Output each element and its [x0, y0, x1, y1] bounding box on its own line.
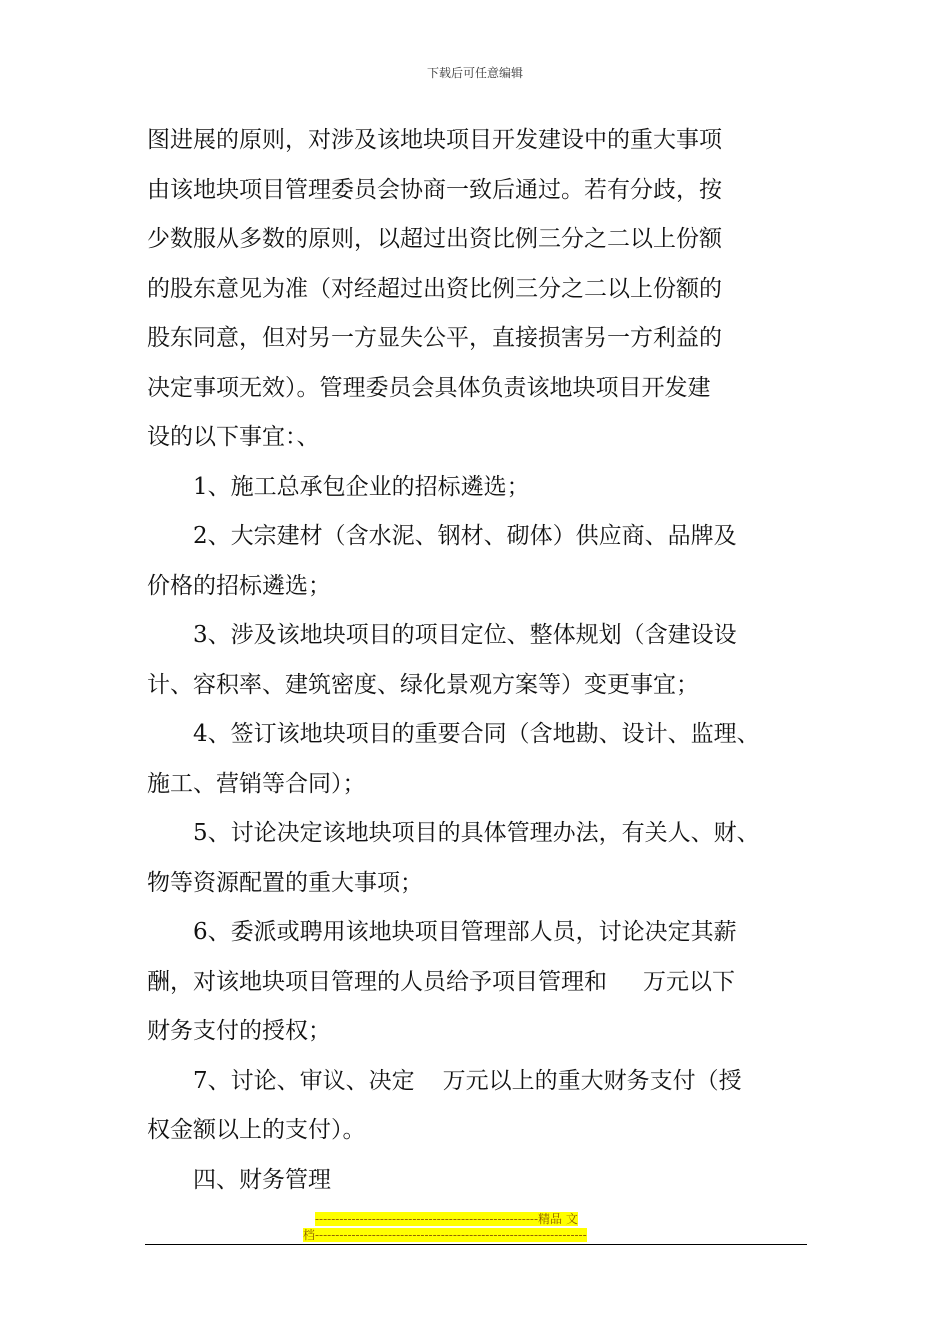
document-body	[147, 116, 817, 1205]
footer-banner-line-1: -------------------------------------------------------精品 文	[315, 1212, 578, 1226]
list-item-2-continuation: 价格的招标遴选；	[147, 572, 331, 599]
list-item-4-continuation: 施工、营销等合同）；	[147, 770, 366, 797]
list-item-7-text-a: 7、讨论、审议、决定	[193, 1067, 415, 1094]
paragraph-line: 股东同意，但对另一方显失公平，直接损害另一方利益的	[147, 325, 722, 351]
list-item-6-continuation-2: 财务支付的授权；	[147, 1018, 331, 1044]
list-item-6-continuation	[147, 958, 817, 1008]
page-header-note: 下载后可任意编辑	[426, 66, 523, 80]
list-item-6: 6、委派或聘用该地块项目管理部人员，讨论决定其薪	[193, 919, 737, 945]
list-item-1: 1、施工总承包企业的招标遴选；	[193, 473, 530, 500]
list-item-3: 3、涉及该地块项目的项目定位、整体规划（含建设设	[193, 622, 737, 648]
paragraph-line: 少数服从多数的原则，以超过出资比例三分之二以上份额	[147, 226, 722, 252]
footer-banner	[303, 1211, 648, 1243]
list-item-3-continuation: 计、容积率、建筑密度、绿化景观方案等）变更事宜；	[147, 671, 699, 698]
list-item-4: 4、签订该地块项目的重要合同（含地勘、设计、监理、	[193, 721, 760, 747]
footer-banner-line-2: 档-------------------------------------------------------------------	[303, 1228, 587, 1242]
list-item-7-continuation: 权金额以上的支付）。	[147, 1117, 366, 1143]
list-item-7-text-b: 万元以上的重大财务支付（授	[442, 1067, 742, 1094]
list-item-5: 5、讨论决定该地块项目的具体管理办法，有关人、财、	[193, 820, 760, 846]
list-item-6-text-b: 万元以下	[643, 968, 735, 995]
paragraph-line: 由该地块项目管理委员会协商一致后通过。若有分歧，按	[147, 176, 722, 203]
list-item-7	[147, 1057, 817, 1107]
section-heading: 四、财务管理	[193, 1166, 331, 1193]
list-item-2: 2、大宗建材（含水泥、钢材、砌体）供应商、品牌及	[193, 523, 737, 549]
list-item-5-continuation: 物等资源配置的重大事项；	[147, 869, 423, 896]
footer-divider	[145, 1244, 807, 1245]
paragraph-line: 决定事项无效）。管理委员会具体负责该地块项目开发建	[147, 374, 711, 401]
paragraph-line: 的股东意见为准（对经超过出资比例三分之二以上份额的	[147, 275, 722, 302]
list-item-6-text-a: 酬，对该地块项目管理的人员给予项目管理和	[147, 968, 607, 995]
paragraph-line: 图进展的原则，对涉及该地块项目开发建设中的重大事项	[147, 127, 722, 153]
paragraph-line: 设的以下事宜：、	[147, 424, 320, 450]
